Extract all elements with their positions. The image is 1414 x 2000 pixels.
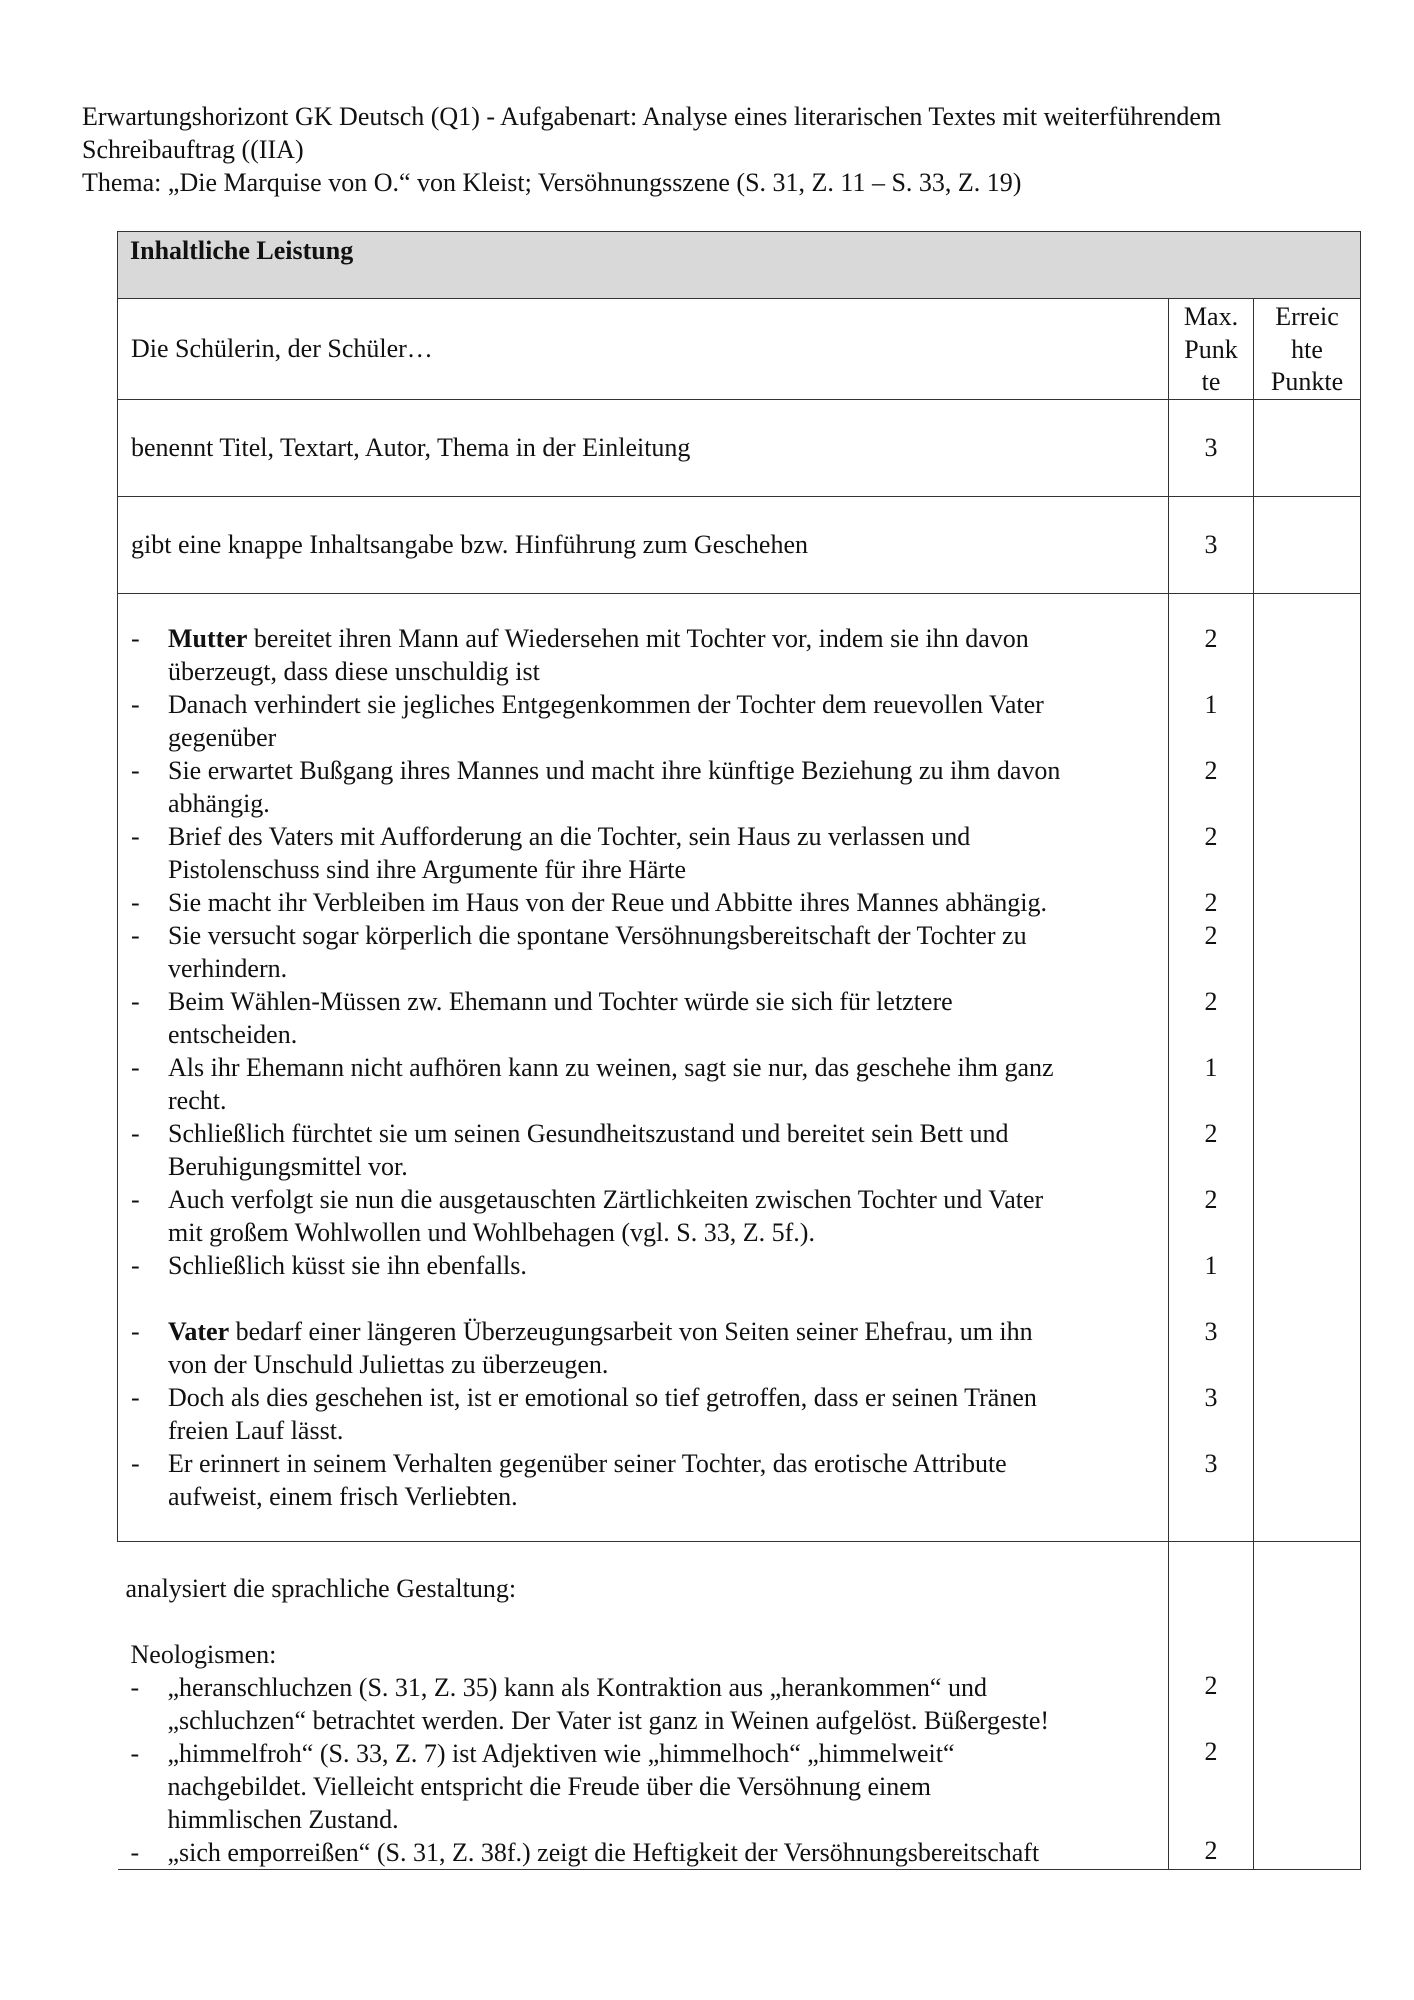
criteria-row-language: [118, 1541, 1361, 1869]
character-analysis-cell: [118, 593, 1169, 1541]
mother-item-continuation: mit großem Wohlwollen und Wohlbehagen (vgl. S. 33, Z. 5f.).: [168, 1217, 815, 1247]
max-points-value: 2: [1204, 920, 1218, 950]
father-item-list: [131, 1315, 1160, 1513]
max-points-label-2: Punk: [1184, 334, 1238, 364]
language-lead: analysiert die sprachliche Gestaltung:: [125, 1573, 517, 1603]
assessment-table: [117, 231, 1361, 1870]
mother-item-continuation: gegenüber: [168, 722, 277, 752]
criteria-row-summary: [118, 496, 1361, 593]
mother-item-continuation: verhindern.: [168, 953, 288, 983]
student-column-label: Die Schülerin, der Schüler…: [131, 333, 433, 363]
mother-item-text: Sie versucht sogar körperlich die spontane Versöhnungsbereitschaft der Tochter zu: [168, 920, 1027, 950]
student-column-header: [118, 299, 1169, 400]
neologism-item-text: „sich emporreißen“ (S. 31, Z. 38f.) zeigt die Heftigkeit der Versöhnungsbereitschaft: [167, 1837, 1040, 1867]
header-line-2: Schreibauftrag ((IIA): [82, 135, 304, 164]
father-item-text: bedarf einer längeren Überzeugungsarbeit von Seiten seiner Ehefrau, um ihn: [229, 1316, 1033, 1346]
mother-item: [131, 919, 1160, 985]
mother-item-list: [131, 622, 1160, 1282]
neologism-item-list: [131, 1671, 1169, 1869]
mother-item-continuation: überzeugt, dass diese unschuldig ist: [168, 656, 540, 686]
neologism-item: [131, 1671, 1169, 1737]
mother-item: [131, 688, 1160, 754]
max-points-header: [1169, 299, 1254, 400]
mother-item-continuation: entscheiden.: [168, 1019, 298, 1049]
max-points-value: 3: [1169, 496, 1254, 593]
mother-item-text: Schließlich fürchtet sie um seinen Gesundheitszustand und bereitet sein Bett und: [168, 1118, 1009, 1148]
max-points-value: 3: [1204, 1448, 1218, 1478]
mother-item: [131, 1249, 1160, 1282]
max-points-value: 2: [1204, 821, 1218, 851]
max-points-value: 2: [1204, 1184, 1218, 1214]
section-header-row: [118, 232, 1361, 299]
achieved-points-header: [1254, 299, 1361, 400]
mother-item: [131, 886, 1160, 919]
mother-item-text: Als ihr Ehemann nicht aufhören kann zu weinen, sagt sie nur, das geschehe ihm ganz: [168, 1052, 1054, 1082]
mother-item: [131, 985, 1160, 1051]
column-header-row: [118, 299, 1361, 400]
father-item: [131, 1315, 1160, 1381]
neologism-item-text: „himmelfroh“ (S. 33, Z. 7) ist Adjektiven wie „himmelhoch“ „himmelweit“: [167, 1738, 955, 1768]
achieved-points-label-2: hte: [1291, 334, 1323, 364]
mother-item: [131, 1117, 1160, 1183]
father-item-continuation: von der Unschuld Juliettas zu überzeugen.: [168, 1349, 609, 1379]
father-item-continuation: aufweist, einem frisch Verliebten.: [168, 1481, 518, 1511]
max-points-value: 1: [1204, 689, 1218, 719]
mother-item-text: Brief des Vaters mit Aufforderung an die Tochter, sein Haus zu verlassen und: [168, 821, 971, 851]
neologism-item: [131, 1737, 1169, 1836]
mother-item: [131, 754, 1160, 820]
achieved-points-cell[interactable]: [1254, 399, 1361, 496]
mother-item: [131, 1183, 1160, 1249]
neologism-item-continuation: himmlischen Zustand.: [167, 1804, 399, 1834]
criteria-text: benennt Titel, Textart, Autor, Thema in der Einleitung: [118, 399, 1169, 496]
achieved-points-cell[interactable]: [1254, 496, 1361, 593]
mother-item-text: Sie macht ihr Verbleiben im Haus von der Reue und Abbitte ihres Mannes abhängig.: [168, 887, 1047, 917]
language-analysis-cell: [118, 1541, 1169, 1869]
language-subheading: Neologismen:: [130, 1639, 277, 1669]
max-points-value: 2: [1204, 1736, 1218, 1766]
mother-item: [131, 820, 1160, 886]
mother-item: [131, 622, 1160, 688]
section-title-cell: [118, 232, 1361, 299]
father-item-text: Er erinnert in seinem Verhalten gegenüber seiner Tochter, das erotische Attribute: [168, 1448, 1007, 1478]
max-points-value: 2: [1204, 887, 1218, 917]
father-item-text: Doch als dies geschehen ist, ist er emotional so tief getroffen, dass er seinen Tränen: [168, 1382, 1037, 1412]
mother-item-continuation: Beruhigungsmittel vor.: [168, 1151, 408, 1181]
achieved-points-cell[interactable]: [1254, 1541, 1361, 1869]
max-points-label-1: Max.: [1183, 302, 1239, 331]
header-line-3: Thema: „Die Marquise von O.“ von Kleist; Versöhnungsszene (S. 31, Z. 11 – S. 33, Z. 19): [82, 168, 1022, 197]
max-points-value: 3: [1204, 1382, 1218, 1412]
document-header: [82, 100, 1382, 199]
mother-item-text: Schließlich küsst sie ihn ebenfalls.: [168, 1250, 527, 1280]
mother-item-continuation: Pistolenschuss sind ihre Argumente für ihre Härte: [168, 854, 686, 884]
achieved-points-cell[interactable]: [1254, 593, 1361, 1541]
max-points-value: 2: [1204, 755, 1218, 785]
mother-item-text: bereitet ihren Mann auf Wiedersehen mit Tochter vor, indem sie ihn davon: [247, 623, 1029, 653]
criteria-text: gibt eine knappe Inhaltsangabe bzw. Hinführung zum Geschehen: [118, 496, 1169, 593]
max-points-column: [1169, 1541, 1254, 1869]
father-item: [131, 1447, 1160, 1513]
neologism-item-continuation: „schluchzen“ betrachtet werden. Der Vater ist ganz in Weinen aufgelöst. Büßergeste!: [167, 1705, 1050, 1735]
criteria-row-intro: [118, 399, 1361, 496]
father-item-continuation: freien Lauf lässt.: [168, 1415, 344, 1445]
max-points-value: 2: [1204, 623, 1218, 653]
section-title: Inhaltliche Leistung: [130, 236, 354, 265]
achieved-points-label-3: Punkte: [1270, 367, 1344, 396]
mother-item-continuation: recht.: [168, 1085, 227, 1115]
max-points-value: 2: [1204, 986, 1218, 1016]
mother-item: [131, 1051, 1160, 1117]
max-points-value: 2: [1204, 1835, 1218, 1865]
mother-item-subject: Mutter: [168, 623, 248, 653]
father-item: [131, 1381, 1160, 1447]
mother-item-text: Auch verfolgt sie nun die ausgetauschten Zärtlichkeiten zwischen Tochter und Vater: [168, 1184, 1044, 1214]
achieved-points-label-1: Erreic: [1275, 302, 1339, 331]
max-points-value: 1: [1204, 1250, 1218, 1280]
mother-item-text: Beim Wählen-Müssen zw. Ehemann und Tochter würde sie sich für letztere: [168, 986, 953, 1016]
neologism-item-continuation: nachgebildet. Vielleicht entspricht die Freude über die Versöhnung einem: [167, 1771, 932, 1801]
mother-item-continuation: abhängig.: [168, 788, 270, 818]
header-line-1: Erwartungshorizont GK Deutsch (Q1) - Aufgabenart: Analyse eines literarischen Textes mit weiterführendem: [82, 102, 1222, 131]
max-points-value: 3: [1169, 399, 1254, 496]
max-points-label-3: te: [1201, 367, 1221, 396]
max-points-value: 1: [1204, 1052, 1218, 1082]
father-item-subject: Vater: [168, 1316, 230, 1346]
max-points-value: 2: [1204, 1118, 1218, 1148]
neologism-item: [131, 1836, 1169, 1869]
max-points-value: 2: [1204, 1670, 1218, 1700]
criteria-row-characters: [118, 593, 1361, 1541]
mother-item-text: Sie erwartet Bußgang ihres Mannes und macht ihre künftige Beziehung zu ihm davon: [168, 755, 1061, 785]
max-points-column: [1169, 593, 1254, 1541]
mother-item-text: Danach verhindert sie jegliches Entgegenkommen der Tochter dem reuevollen Vater: [168, 689, 1044, 719]
max-points-value: 3: [1204, 1316, 1218, 1346]
neologism-item-text: „heranschluchzen (S. 31, Z. 35) kann als Kontraktion aus „herankommen“ und: [167, 1672, 987, 1702]
